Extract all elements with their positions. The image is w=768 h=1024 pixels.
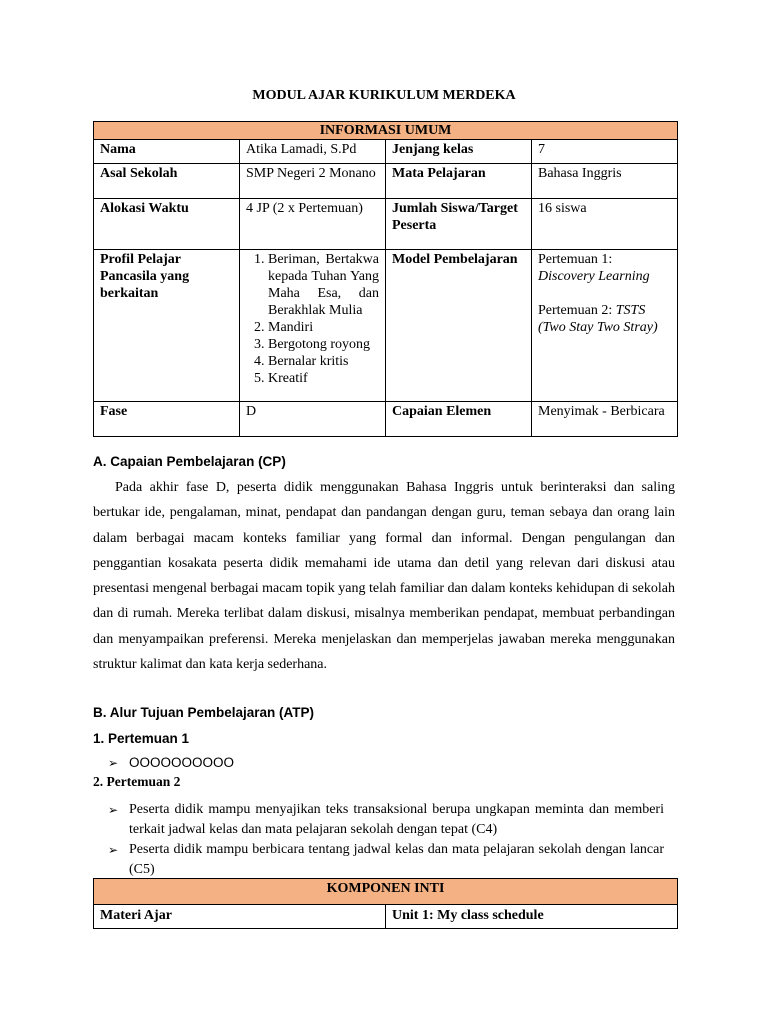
list-item (108, 800, 664, 840)
komponen-inti-table (93, 878, 678, 929)
pertemuan-1-item (108, 755, 234, 770)
arrow-bullet-icon: ➢ (108, 803, 119, 817)
komponen-inti-header: KOMPONEN INTI (94, 879, 678, 905)
arrow-bullet-icon: ➢ (108, 756, 119, 770)
list-item: 4. Bernalar kritis (268, 353, 379, 370)
document-title: MODUL AJAR KURIKULUM MERDEKA (252, 88, 516, 103)
list-item: 2. Mandiri (268, 319, 379, 336)
info-table (93, 121, 678, 437)
cp-paragraph-text: Pada akhir fase D, peserta didik menggunakan Bahasa Inggris untuk berinteraksi dan saling bertukar ide, pengalaman, minat, pendapat dan pandangan dengan guru, teman sebaya dan orang lain dalam berbagai macam konteks familiar yang formal dan informal. Dengan pengulangan dan penggantian kosakata peserta didik memahami ide utama dan detil yang relevan dari diskusi atau presentasi mengenal berbagai macam topik yang telah familiar dan dalam konteks kehidupan di sekolah dan di rumah. Mereka terlibat dalam diskusi, misalnya memberikan pendapat, membuat perbandingan dan menyampaikan preferensi. Mereka menjelaskan dan memperjelas jawaban mereka menggunakan struktur kalimat dan kata kerja sederhana. (93, 480, 675, 673)
list-item: 1. Beriman, Bertakwa kepada Tuhan Yang Maha Esa, dan Berakhlak Mulia (268, 251, 379, 319)
list-item (108, 840, 664, 880)
jumlah-label: Jumlah Siswa/Target Peserta (386, 199, 532, 250)
jenjang-value: 7 (532, 140, 678, 164)
fase-label: Fase (94, 402, 240, 437)
pertemuan-2-heading: 2. Pertemuan 2 (93, 774, 181, 789)
profil-label: Profil Pelajar Pancasila yang berkaitan (94, 250, 240, 402)
capaian-value: Menyimak - Berbicara (532, 402, 678, 437)
arrow-bullet-icon: ➢ (108, 843, 119, 857)
pertemuan-1-item-text: OOOOOOOOOO (129, 755, 235, 770)
cp-heading: A. Capaian Pembelajaran (CP) (93, 454, 286, 469)
model-pertemuan-2 (538, 302, 671, 336)
alokasi-value: 4 JP (2 x Pertemuan) (240, 199, 386, 250)
model-p2-prefix: Pertemuan 2: (538, 303, 616, 318)
sekolah-label: Asal Sekolah (94, 164, 240, 199)
list-item: 3. Bergotong royong (268, 336, 379, 353)
pertemuan-1-heading: 1. Pertemuan 1 (93, 731, 190, 746)
model-p2-value: TSTS (Two Stay Two Stray) (538, 303, 658, 335)
materi-value: Unit 1: My class schedule (386, 905, 678, 929)
atp-heading: B. Alur Tujuan Pembelajaran (ATP) (93, 705, 315, 720)
capaian-label: Capaian Elemen (386, 402, 532, 437)
pertemuan-2-item-text: Peserta didik mampu menyajikan teks transaksional berupa ungkapan meminta dan memberi terkait jadwal kelas dan mata pelajaran sekolah dengan tepat (C4) (129, 802, 664, 837)
pertemuan-2-item-text: Peserta didik mampu berbicara tentang jadwal kelas dan mata pelajaran sekolah dengan lancar (C5) (129, 842, 664, 877)
profil-cell (240, 250, 386, 402)
mapel-value: Bahasa Inggris (532, 164, 678, 199)
model-pertemuan-1 (538, 251, 671, 285)
fase-value: D (240, 402, 386, 437)
model-cell (532, 250, 678, 402)
model-p1-value: Discovery Learning (538, 269, 650, 284)
model-label: Model Pembelajaran (386, 250, 532, 402)
nama-value: Atika Lamadi, S.Pd (240, 140, 386, 164)
nama-label: Nama (94, 140, 240, 164)
cp-paragraph (93, 475, 675, 677)
mapel-label: Mata Pelajaran (386, 164, 532, 199)
list-item: 5. Kreatif (268, 370, 379, 387)
jenjang-label: Jenjang kelas (386, 140, 532, 164)
alokasi-label: Alokasi Waktu (94, 199, 240, 250)
info-table-header: INFORMASI UMUM (94, 122, 678, 140)
model-p1-prefix: Pertemuan 1: (538, 252, 613, 267)
sekolah-value: SMP Negeri 2 Monano (240, 164, 386, 199)
materi-label: Materi Ajar (94, 905, 386, 929)
jumlah-value: 16 siswa (532, 199, 678, 250)
profil-list (246, 251, 379, 387)
pertemuan-2-list (108, 800, 664, 880)
